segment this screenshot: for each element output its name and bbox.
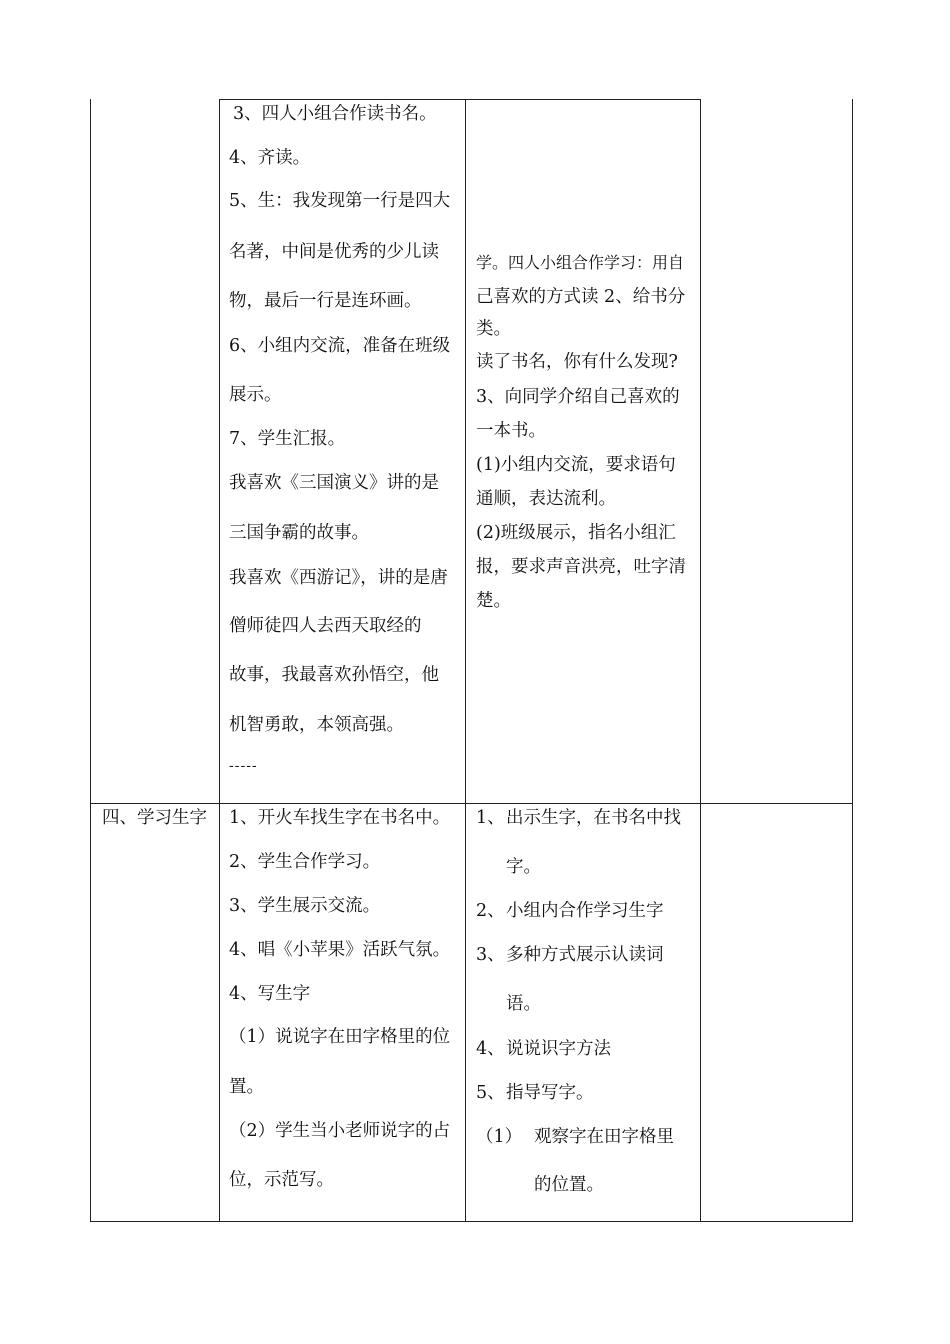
row1-activity-line: 5、生：我发现第一行是四大 (229, 191, 451, 211)
teaching-step-number: 3、 (476, 945, 505, 965)
row1-activity-dashes: ----- (229, 758, 258, 774)
table-border-right (852, 99, 853, 1221)
teaching-step-text: 说说识字方法 (506, 1039, 611, 1059)
teaching-step-text: 观察字在田字格里 (534, 1127, 674, 1147)
table-divider-col3 (700, 99, 701, 1221)
teaching-step-number: 1、 (476, 808, 505, 828)
teaching-step-text: 小组内合作学习生字 (506, 901, 664, 921)
row2-activity-cell (220, 804, 465, 1221)
table-border-bottom (90, 1221, 853, 1222)
teaching-step-text: 的位置。 (534, 1175, 604, 1195)
row1-activity-line: 4、齐读。 (229, 148, 311, 168)
row1-activity-line: 三国争霸的故事。 (229, 523, 369, 543)
row1-teaching-line: 报，要求声音洪亮，吐字清 (476, 557, 686, 577)
row1-teaching-line: 一本书。 (476, 421, 546, 441)
teaching-step-text: 指导写字。 (506, 1083, 594, 1103)
row1-teaching-cell (466, 100, 700, 803)
row1-teaching-line: 3、向同学介绍自己喜欢的 (476, 387, 680, 407)
teaching-step-text: 字。 (506, 857, 541, 877)
row1-teaching-line: 类。 (476, 319, 511, 339)
row1-activity-line: 我喜欢《西游记》，讲的是唐 (229, 568, 448, 588)
row2-activity-line: 4、唱《小苹果》活跃气氛。 (229, 940, 451, 960)
row1-activity-line: 7、学生汇报。 (229, 429, 346, 449)
row1-activity-line: 机智勇敢，本领高强。 (229, 715, 404, 735)
teaching-step-text: 语。 (506, 994, 541, 1014)
row2-activity-line: 位，示范写。 (229, 1170, 334, 1190)
stage-title: 四、学习生字 (102, 808, 207, 828)
row2-teaching-cell (466, 804, 700, 1221)
row1-activity-line: 展示。 (229, 385, 282, 405)
row1-activity-line: 名著，中间是优秀的少儿读 (229, 242, 439, 262)
teaching-step-text: 多种方式展示认读词 (506, 945, 664, 965)
row2-stage-cell (91, 804, 219, 1221)
row1-teaching-line: 己喜欢的方式读 2、给书分 (476, 287, 686, 307)
row1-teaching-line: 楚。 (476, 591, 511, 611)
row1-teaching-line: (1)小组内交流，要求语句 (476, 455, 676, 475)
teaching-step-number: （1） (476, 1127, 523, 1147)
teaching-step-number: 5、 (476, 1083, 505, 1103)
teaching-step-number: 2、 (476, 901, 505, 921)
row1-teaching-line: 读了书名，你有什么发现? (476, 352, 678, 372)
row1-activity-cell (220, 100, 465, 803)
row1-activity-line: 僧师徒四人去西天取经的 (229, 616, 422, 636)
row2-activity-line: （2）学生当小老师说字的占 (229, 1121, 451, 1141)
row1-activity-line: 物，最后一行是连环画。 (229, 291, 422, 311)
teaching-step-text: 出示生字，在书名中找 (506, 808, 681, 828)
row1-activity-line: 故事，我最喜欢孙悟空，他 (229, 665, 439, 685)
row1-activity-line: 3、四人小组合作读书名。 (233, 104, 437, 124)
row1-teaching-line: (2)班级展示，指名小组汇 (476, 523, 676, 543)
row1-activity-line: 6、小组内交流，准备在班级 (229, 336, 451, 356)
row2-activity-line: 4、写生字 (229, 984, 311, 1004)
teaching-step-number: 4、 (476, 1039, 505, 1059)
row2-activity-line: （1）说说字在田字格里的位 (229, 1027, 451, 1047)
row1-teaching-line: 学。四人小组合作学习：用自 (476, 253, 685, 272)
row2-activity-line: 1、开火车找生字在书名中。 (229, 808, 451, 828)
row2-activity-line: 3、学生展示交流。 (229, 896, 381, 916)
row2-activity-line: 2、学生合作学习。 (229, 852, 381, 872)
row2-activity-line: 置。 (229, 1077, 264, 1097)
row1-activity-line: 我喜欢《三国演义》讲的是 (229, 473, 439, 493)
row1-teaching-line: 通顺，表达流利。 (476, 489, 616, 509)
